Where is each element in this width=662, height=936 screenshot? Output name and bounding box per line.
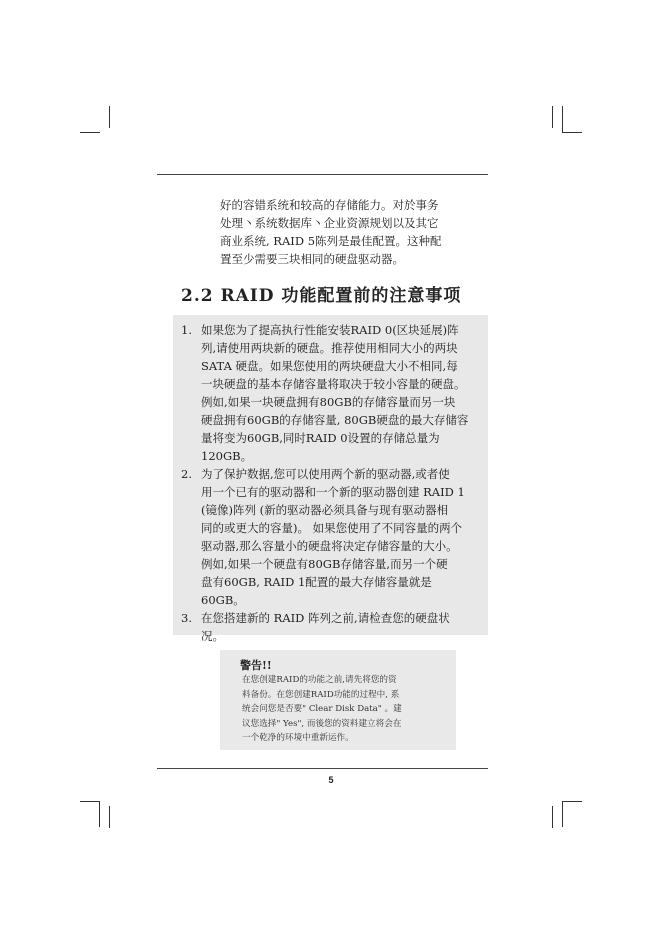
list-item xyxy=(173,609,488,645)
item-line: 用一个已有的驱动器和一个新的驱动器创建 RAID 1 xyxy=(201,485,465,499)
item-line: 在您搭建新的 RAID 阵列之前,请检查您的硬盘状 xyxy=(201,611,450,625)
intro-line: 商业系统, RAID 5陈列是最佳配置。这种配 xyxy=(220,234,442,248)
intro-line: 处理丶系统数据库丶企业资源规划以及其它 xyxy=(220,216,439,230)
item-line: 如果您为了提高执行性能安装RAID 0(区块延展)阵 xyxy=(201,323,459,337)
item-number: 1. xyxy=(181,323,192,337)
item-line: 为了保护数据,您可以使用两个新的驱动器,或者使 xyxy=(201,467,450,481)
item-line: 盘有60GB, RAID 1配置的最大存储容量就是 xyxy=(201,575,432,589)
notes-box xyxy=(173,315,488,643)
warning-box xyxy=(220,650,456,750)
item-line: 例如,如果一个硬盘有80GB存储容量,而另一个硬 xyxy=(201,557,448,571)
item-line: SATA 硬盘。如果您使用的两块硬盘大小不相同,每 xyxy=(201,359,458,373)
page-number: 5 xyxy=(328,775,334,785)
item-number: 2. xyxy=(181,467,192,481)
warning-line: 一个乾净的环境中重新运作。 xyxy=(242,733,354,743)
header-rule xyxy=(157,174,488,175)
item-line: 驱动器,那么容量小的硬盘将决定存储容量的大小。 xyxy=(201,539,458,553)
item-line: 60GB。 xyxy=(201,593,245,607)
list-item xyxy=(173,465,488,609)
item-line: 120GB。 xyxy=(201,449,253,463)
warning-body xyxy=(242,673,402,746)
item-line: 列,请使用两块新的硬盘。推荐使用相同大小的两块 xyxy=(201,341,458,355)
footer-rule xyxy=(157,768,488,769)
intro-paragraph xyxy=(220,196,460,268)
warning-line: 统会问您是否要" Clear Disk Data" 。建 xyxy=(242,704,402,714)
item-line: (镜像)阵列 (新的驱动器必须具备与现有驱动器相 xyxy=(201,503,449,517)
warning-line: 料备份。在您创建RAID功能的过程中, 系 xyxy=(242,689,400,700)
warning-title: 警告!! xyxy=(240,659,272,672)
item-line: 一块硬盘的基本存储容量将取决于较小容量的硬盘。 xyxy=(201,377,466,391)
item-number: 3. xyxy=(181,611,192,625)
item-line: 同的或更大的容量)。 如果您使用了不同容量的两个 xyxy=(201,521,463,535)
intro-line: 置至少需要三块相同的硬盘驱动器。 xyxy=(220,252,404,266)
intro-line: 好的容错系统和较高的存储能力。对於事务 xyxy=(220,198,439,212)
item-line: 硬盘拥有60GB的存储容量, 80GB硬盘的最大存储容 xyxy=(201,413,469,427)
list-item xyxy=(173,321,488,465)
item-line: 例如,如果一块硬盘拥有80GB的存储容量而另一块 xyxy=(201,395,456,409)
item-line: 况。 xyxy=(201,629,224,643)
notes-list xyxy=(173,315,488,645)
item-line: 量将变为60GB,同时RAID 0设置的存储总量为 xyxy=(201,431,440,445)
warning-line: 在您创建RAID的功能之前,请先将您的资 xyxy=(242,675,397,685)
warning-line: 议您选择" Yes", 而後您的资料建立将会在 xyxy=(242,718,402,729)
section-title: 2.2 RAID 功能配置前的注意事项 xyxy=(181,286,462,306)
